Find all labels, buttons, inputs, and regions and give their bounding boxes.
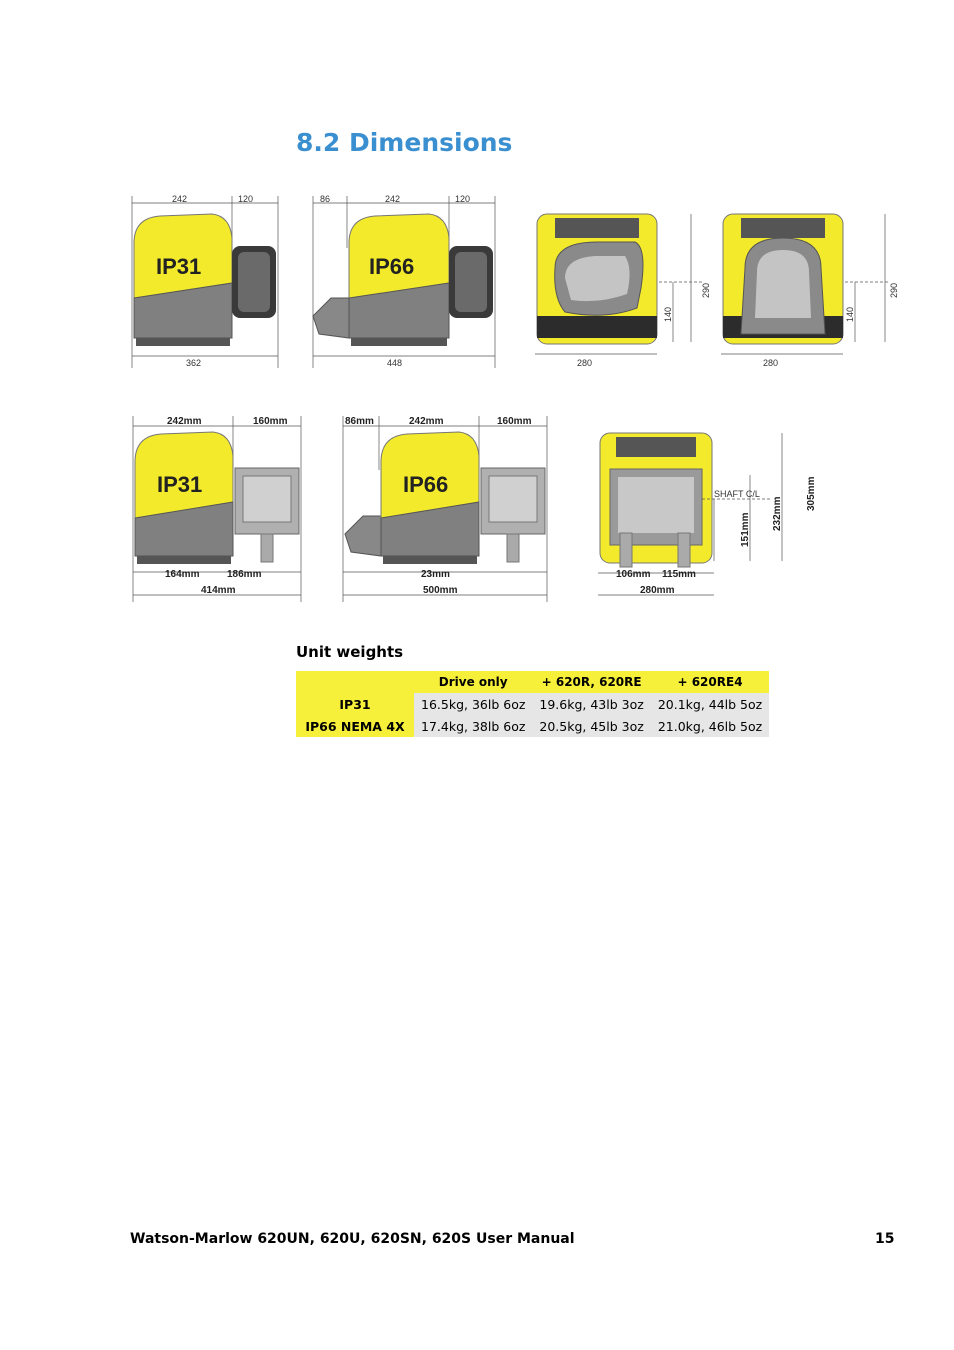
dim-label: 280 (577, 358, 593, 368)
dim-label: 23mm (421, 569, 450, 580)
dim-label: 140 (845, 306, 855, 322)
dim-label: 500mm (423, 585, 458, 596)
figure-front-bottom (590, 425, 825, 608)
dim-label: 86 (320, 194, 331, 204)
dim-label: 86mm (345, 416, 374, 427)
dim-label: 120 (455, 194, 471, 204)
dim-label: 151mm (740, 512, 751, 547)
table-header-cell: Drive only (414, 671, 532, 693)
dim-label: 242mm (167, 416, 202, 427)
dim-label: 164mm (165, 569, 200, 580)
figure-front-top-1 (525, 208, 715, 376)
figure-front-top-2 (715, 208, 905, 376)
dim-label: 160mm (497, 416, 532, 427)
dim-label: 448 (387, 358, 403, 368)
dim-label: 414mm (201, 585, 236, 596)
dim-label: 106mm (616, 569, 651, 580)
dim-label: 280 (763, 358, 779, 368)
section-heading: 8.2 Dimensions (296, 128, 513, 157)
table-header-cell: + 620RE4 (651, 671, 769, 693)
table-header-row (296, 671, 769, 693)
dim-label: 115mm (662, 569, 696, 580)
dim-label: 290 (701, 282, 711, 298)
unit-weights-title: Unit weights (296, 643, 404, 661)
row-label: IP66 NEMA 4X (296, 715, 414, 737)
dim-label: 186mm (227, 569, 262, 580)
table-header-cell (296, 671, 414, 693)
model-label: IP66 (369, 254, 415, 279)
figure-ip66-side-bottom (335, 410, 555, 608)
dim-label: 242 (385, 194, 401, 204)
figure-ip31-side-top (120, 188, 290, 374)
dim-label: 160mm (253, 416, 288, 427)
table-cell: 19.6kg, 43lb 3oz (532, 693, 650, 715)
table-cell: 17.4kg, 38lb 6oz (414, 715, 532, 737)
figure-ip66-side-top (305, 188, 505, 374)
unit-weights-table (296, 671, 769, 737)
dim-label: 305mm (806, 476, 817, 511)
figure-ip31-side-bottom (125, 410, 310, 608)
dim-label: 242mm (409, 416, 444, 427)
row-label: IP31 (296, 693, 414, 715)
dim-label: 280mm (640, 585, 675, 596)
model-label: IP31 (157, 472, 203, 497)
table-row (296, 693, 769, 715)
dim-label: 242 (172, 194, 188, 204)
table-cell: 21.0kg, 46lb 5oz (651, 715, 769, 737)
dim-label: 140 (663, 306, 673, 322)
table-cell: 20.1kg, 44lb 5oz (651, 693, 769, 715)
dim-label: 362 (186, 358, 202, 368)
table-row (296, 715, 769, 737)
model-label: IP66 (403, 472, 449, 497)
page-number: 15 (875, 1231, 895, 1247)
table-cell: 20.5kg, 45lb 3oz (532, 715, 650, 737)
table-cell: 16.5kg, 36lb 6oz (414, 693, 532, 715)
dim-label: 290 (889, 282, 899, 298)
model-label: IP31 (156, 254, 202, 279)
dim-label: 232mm (772, 496, 783, 531)
dim-label: 120 (238, 194, 254, 204)
shaft-label: SHAFT C/L (714, 489, 760, 499)
table-header-cell: + 620R, 620RE (532, 671, 650, 693)
footer-manual-title: Watson-Marlow 620UN, 620U, 620SN, 620S User Manual (130, 1231, 575, 1247)
